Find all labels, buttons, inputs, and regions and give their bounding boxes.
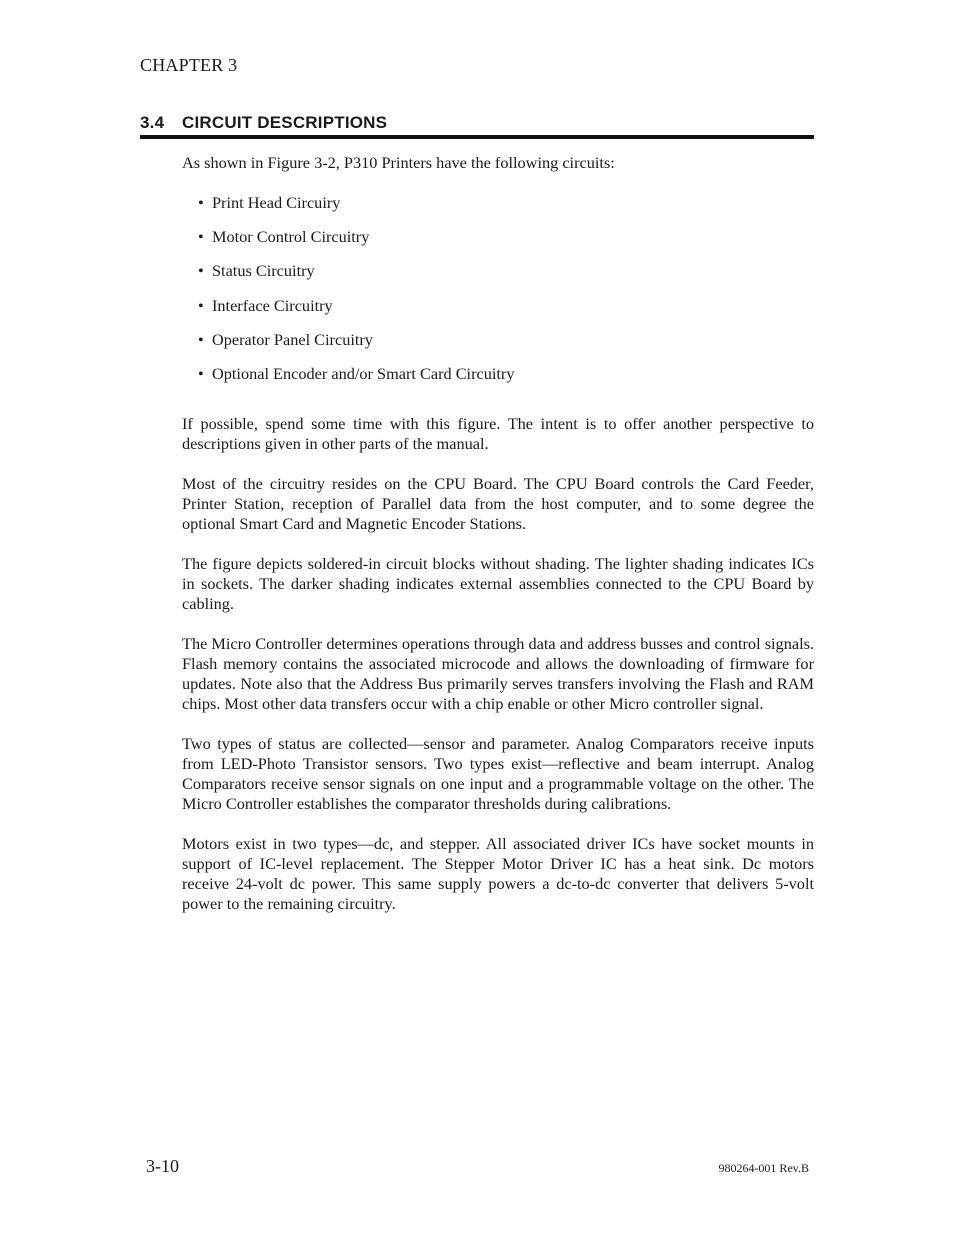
list-item: • Motor Control Circuitry	[198, 227, 370, 247]
intro-paragraph: As shown in Figure 3-2, P310 Printers have the following circuits:	[182, 153, 615, 172]
paragraph: Most of the circuitry resides on the CPU Board. The CPU Board controls the Card Feeder, Printer Station, reception of Parallel data from the host computer, and to some degree the optional Smart Card and Magnetic Encoder Stations.	[182, 474, 814, 534]
bullet-icon: •	[198, 329, 204, 349]
bullet-icon: •	[198, 193, 204, 212]
list-item: • Status Circuitry	[198, 261, 315, 281]
circuit-list	[182, 193, 814, 398]
paragraph: The Micro Controller determines operations through data and address busses and control signals. Flash memory contains the associated microcode and allows the downloading of firmware for updates. Note also that the Address Bus primarily serves transfers involving the Flash and RAM chips. Most other data transfers occur with a chip enable or other Micro controller signal.	[182, 634, 814, 714]
paragraph: Motors exist in two types—dc, and stepper. All associated driver ICs have socket mounts in support of IC-level replacement. The Stepper Motor Driver IC has a heat sink. Dc motors receive 24-volt dc power. This same supply powers a dc-to-dc converter that delivers 5-volt power to the remaining circuitry.	[182, 834, 814, 914]
bullet-icon: •	[198, 295, 204, 315]
list-item: • Operator Panel Circuitry	[198, 329, 373, 349]
paragraph: Two types of status are collected—sensor and parameter. Analog Comparators receive inputs from LED-Photo Transistor sensors. Two types exist—reflective and beam interrupt. Analog Comparators receive sensor signals on one input and a programmable voltage on the other. The Micro Controller establishes the comparator thresholds during calibrations.	[182, 734, 814, 814]
section-heading	[140, 113, 814, 133]
list-item: • Optional Encoder and/or Smart Card Circuitry	[198, 363, 515, 383]
chapter-label: CHAPTER 3	[140, 55, 238, 75]
section-number: 3.4	[140, 113, 165, 132]
paragraph: The figure depicts soldered-in circuit blocks without shading. The lighter shading indicates ICs in sockets. The darker shading indicates external assemblies connected to the CPU Board by cabling.	[182, 554, 814, 614]
bullet-icon: •	[198, 363, 204, 383]
page-number: 3-10	[146, 1156, 179, 1176]
paragraph: If possible, spend some time with this figure. The intent is to offer another perspective to descriptions given in other parts of the manual.	[182, 414, 814, 454]
bullet-icon: •	[198, 227, 204, 247]
bullet-icon: •	[198, 261, 204, 281]
section-title: CIRCUIT DESCRIPTIONS	[182, 113, 388, 132]
heading-rule	[140, 135, 814, 139]
list-item: • Print Head Circuiry	[198, 193, 341, 212]
body-text	[182, 153, 814, 934]
list-item: • Interface Circuitry	[198, 295, 333, 315]
document-id: 980264-001 Rev.B	[718, 1161, 809, 1175]
